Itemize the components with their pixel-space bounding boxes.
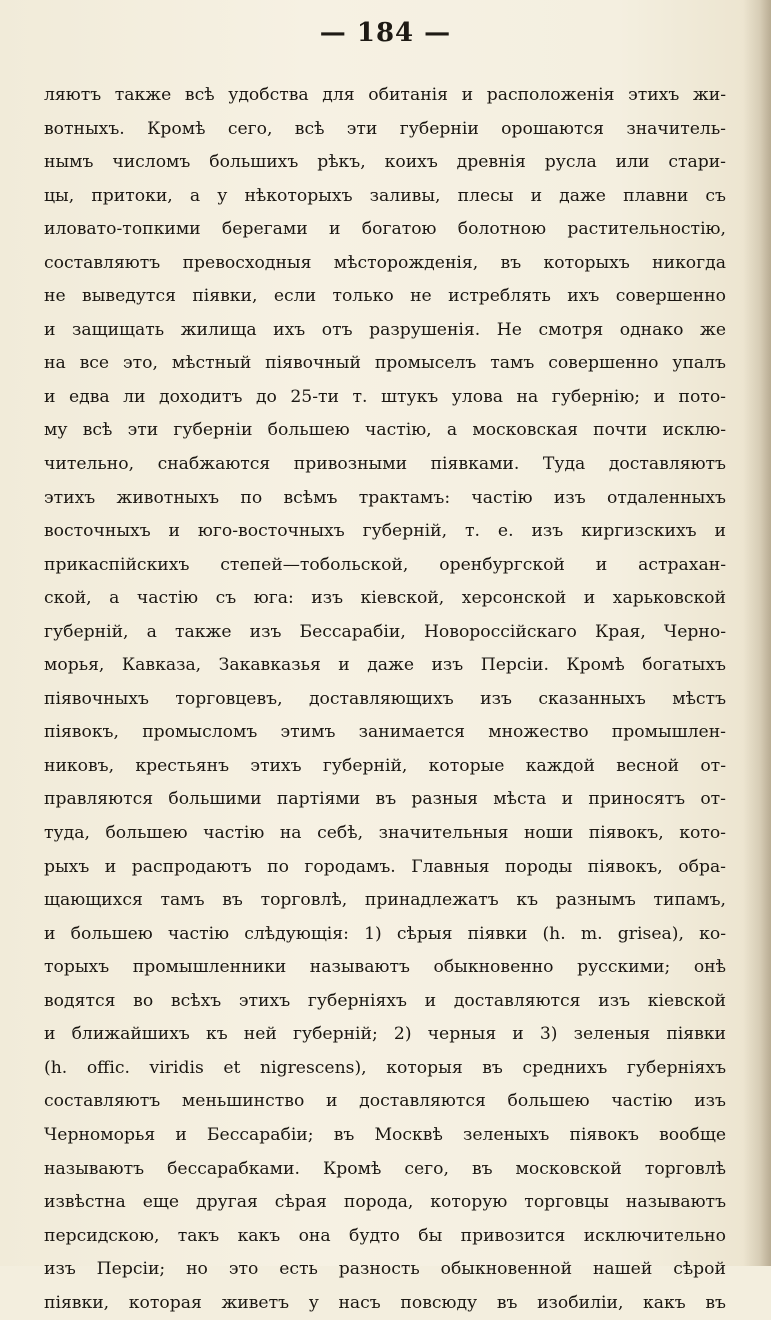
text-line: никовъ, крестьянъ этихъ губерній, которые каждой весной от- xyxy=(44,755,726,776)
text-line: и большею частію слѣдующія: 1) сѣрыя піявки (h. m. grisea), ко- xyxy=(44,923,726,944)
text-line: (h. offic. viridis et nigrescens), которыя въ среднихъ губерніяхъ xyxy=(44,1057,726,1078)
text-line: ляютъ также всѣ удобства для обитанія и расположенія этихъ жи- xyxy=(44,85,726,105)
text-line: извѣстна еще другая сѣрая порода, которую торговцы называютъ xyxy=(44,1192,726,1213)
text-line: восточныхъ и юго-восточныхъ губерній, т. е. изъ киргизскихъ и xyxy=(44,521,726,542)
text-line: піявки, которая живетъ у насъ повсюду въ изобиліи, какъ въ xyxy=(44,1292,726,1313)
page-number: — 184 — xyxy=(319,18,452,48)
text-line: правляются большими партіями въ разныя мѣста и приносятъ от- xyxy=(44,789,726,810)
text-line: морья, Кавказа, Закавказья и даже изъ Персіи. Кромѣ богатыхъ xyxy=(44,655,726,676)
text-body xyxy=(44,79,726,1320)
text-line: изъ Персіи; но это есть разность обыкновенной нашей сѣрой xyxy=(44,1259,726,1280)
text-line: торыхъ промышленники называютъ обыкновенно русскими; онѣ xyxy=(44,957,726,978)
text-line: иловато-топкими берегами и богатою болотною растительностію, xyxy=(44,219,726,240)
text-line: не выведутся піявки, если только не истреблять ихъ совершенно xyxy=(44,286,726,307)
text-line: нымъ числомъ большихъ рѣкъ, коихъ древнія русла или стари- xyxy=(44,152,726,173)
text-line: прикаспійскихъ степей—тобольской, оренбургской и астрахан- xyxy=(44,554,726,575)
text-line: чительно, снабжаются привозными піявками. Туда доставляютъ xyxy=(44,454,726,475)
text-line: туда, большею частію на себѣ, значительныя ноши піявокъ, кото- xyxy=(44,823,726,844)
text-line: называютъ бессарабками. Кромѣ сего, въ московской торговлѣ xyxy=(44,1158,726,1179)
text-line: составляютъ меньшинство и доставляются большею частію изъ xyxy=(44,1091,726,1112)
text-line: и ближайшихъ къ ней губерній; 2) черныя и 3) зеленыя піявки xyxy=(44,1024,726,1045)
text-line: этихъ животныхъ по всѣмъ трактамъ: частію изъ отдаленныхъ xyxy=(44,487,726,508)
text-line: піявочныхъ торговцевъ, доставляющихъ изъ сказанныхъ мѣстъ xyxy=(44,688,726,709)
text-line: цы, притоки, а у нѣкоторыхъ заливы, плесы и даже плавни съ xyxy=(44,185,726,206)
text-line: составляютъ превосходныя мѣсторожденія, въ которыхъ никогда xyxy=(44,252,726,273)
text-line: рыхъ и распродаютъ по городамъ. Главныя породы піявокъ, обра- xyxy=(44,856,726,877)
text-line: и едва ли доходитъ до 25-ти т. штукъ улова на губернію; и пото- xyxy=(44,386,726,407)
text-line: піявокъ, промысломъ этимъ занимается множество промышлен- xyxy=(44,722,726,743)
text-line: на все это, мѣстный піявочный промыселъ тамъ совершенно упалъ xyxy=(44,353,726,374)
text-line: водятся во всѣхъ этихъ губерніяхъ и доставляются изъ кіевской xyxy=(44,990,726,1011)
text-line: Черноморья и Бессарабіи; въ Москвѣ зеленыхъ піявокъ вообще xyxy=(44,1124,726,1145)
text-line: губерній, а также изъ Бессарабіи, Новороссійскаго Края, Черно- xyxy=(44,621,726,642)
page-edge-shadow xyxy=(743,0,771,1266)
text-line: ской, а частію съ юга: изъ кіевской, херсонской и харьковской xyxy=(44,588,726,609)
text-line: вотныхъ. Кромѣ сего, всѣ эти губерніи орошаются значитель- xyxy=(44,118,726,139)
text-line: и защищать жилища ихъ отъ разрушенія. Не смотря однако же xyxy=(44,319,726,340)
text-line: щающихся тамъ въ торговлѣ, принадлежатъ къ разнымъ типамъ, xyxy=(44,890,726,911)
text-line: персидскою, такъ какъ она будто бы привозится исключительно xyxy=(44,1225,726,1246)
text-line: му всѣ эти губерніи большею частію, а московская почти исклю- xyxy=(44,420,726,441)
